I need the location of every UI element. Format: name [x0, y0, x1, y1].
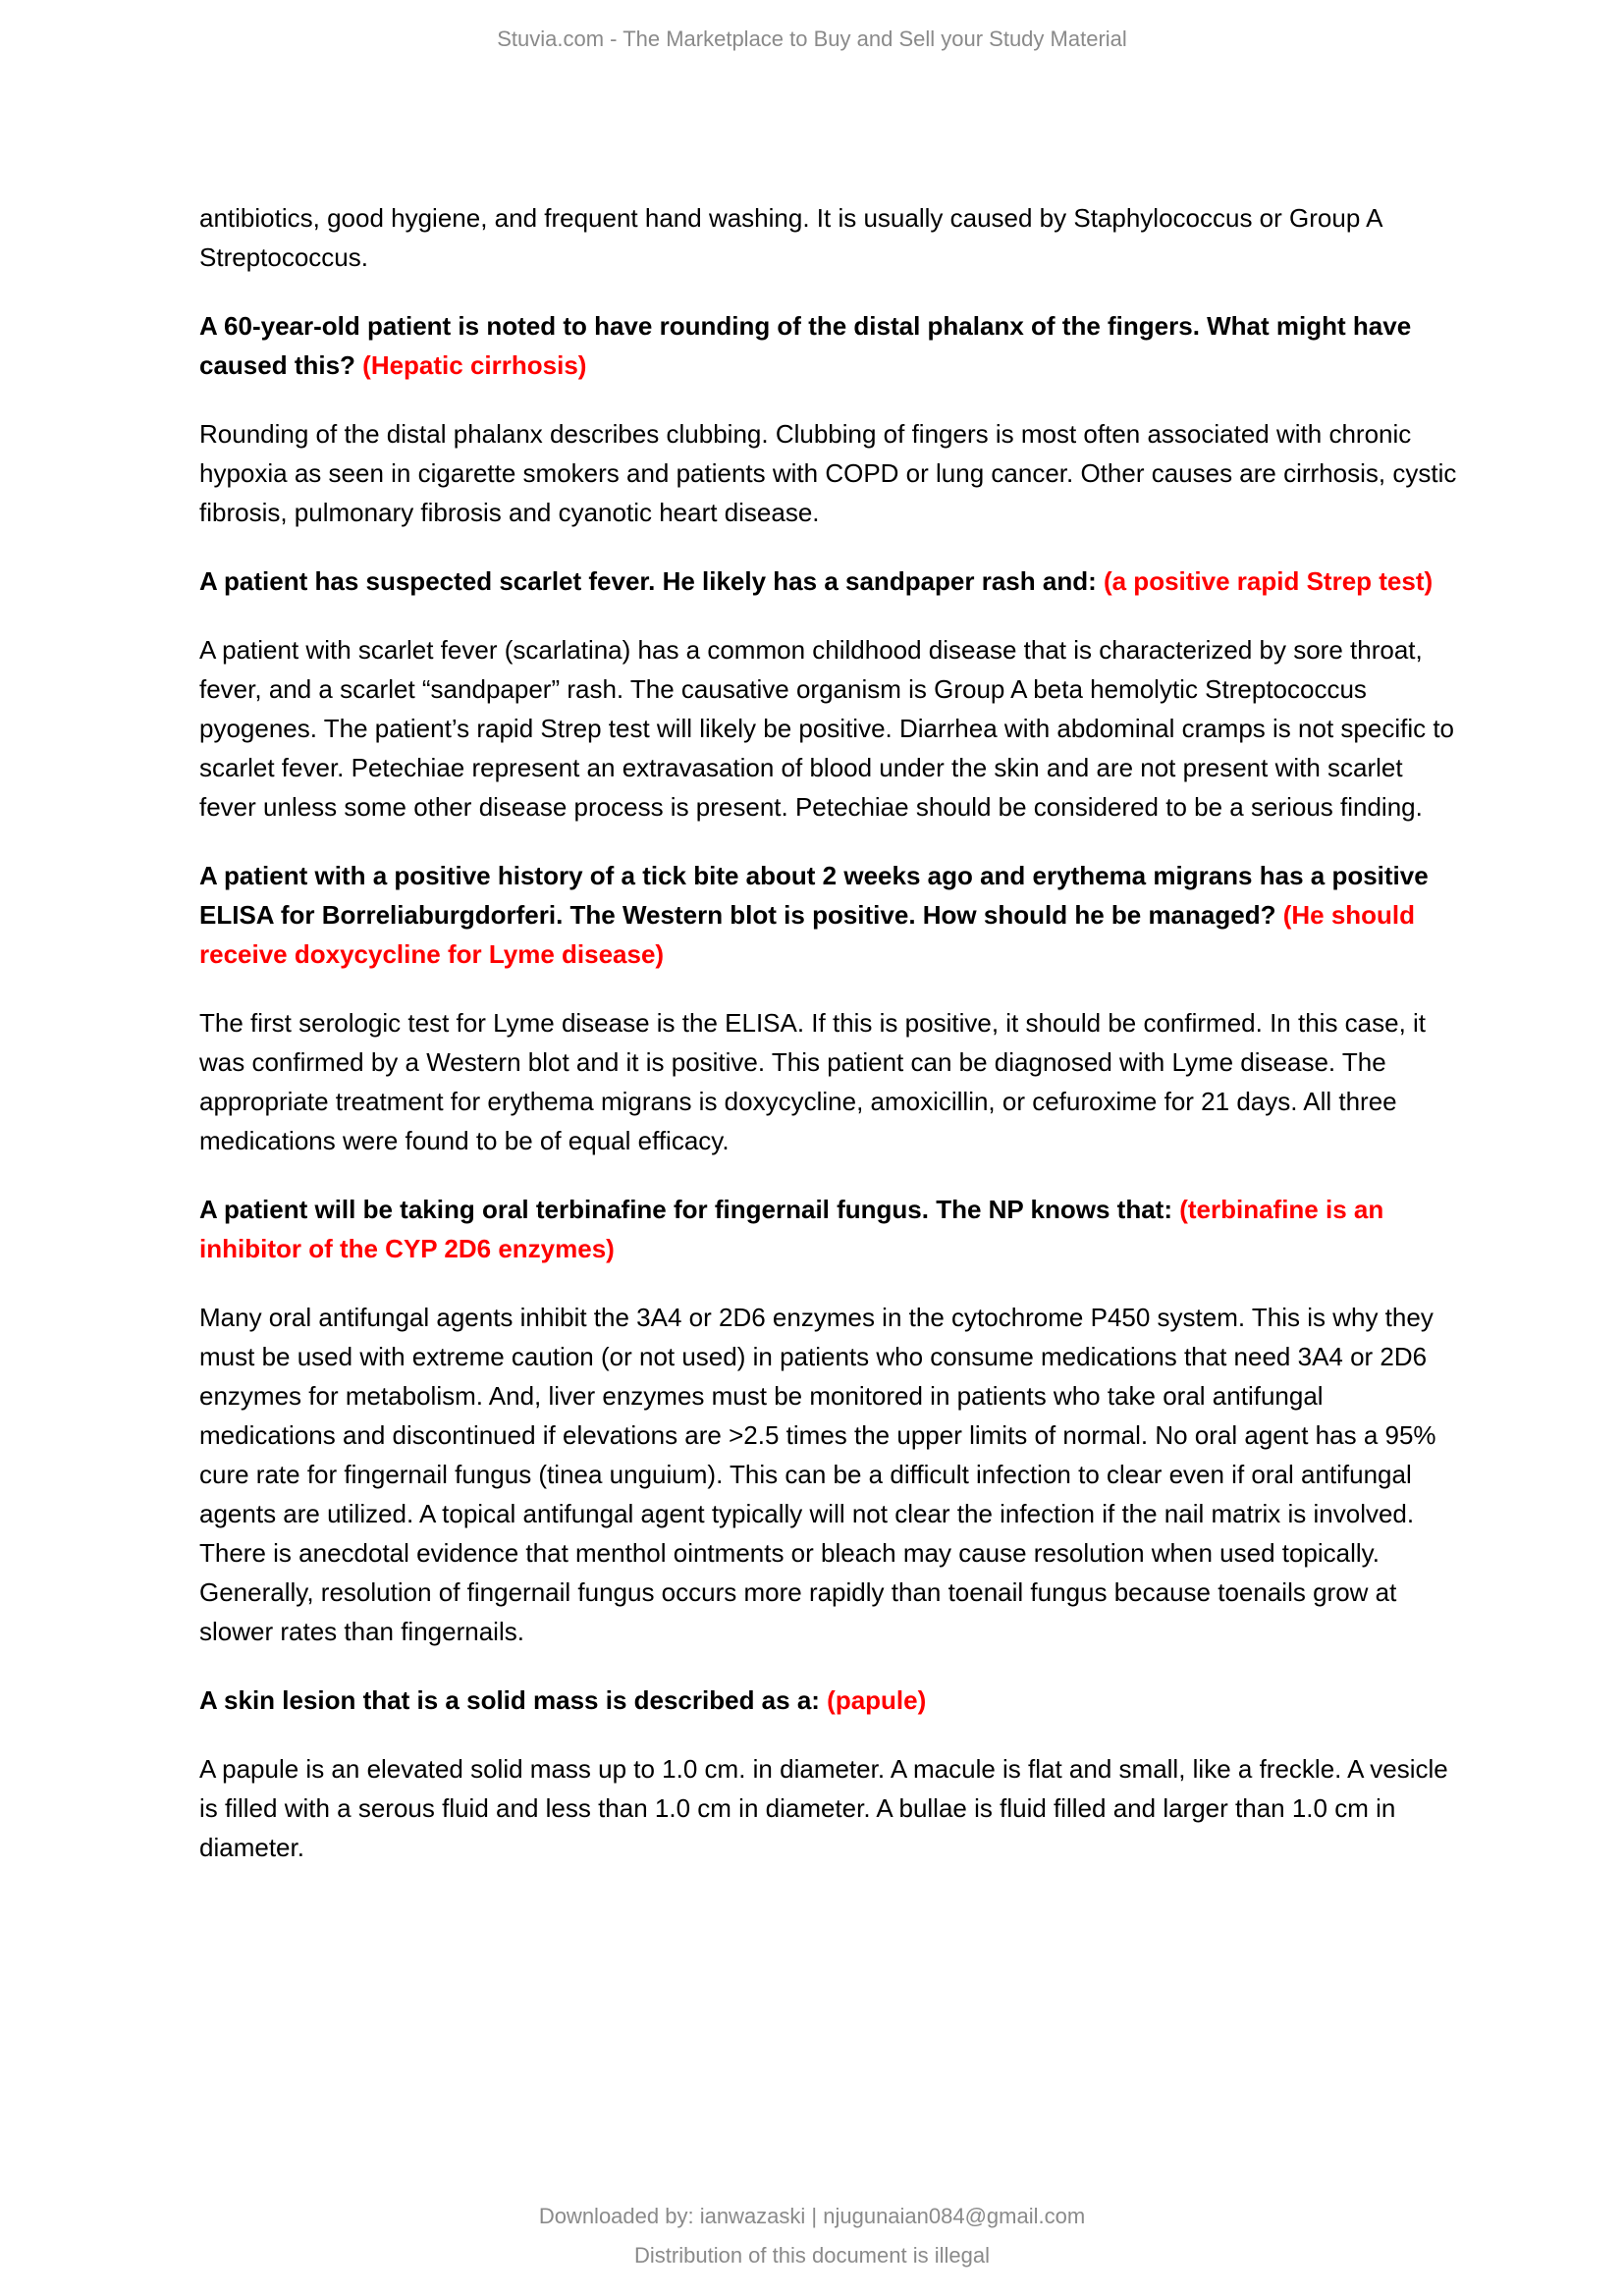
distribution-warning-line: Distribution of this document is illegal: [634, 2243, 990, 2268]
answer-text: (He should receive doxycycline for Lyme disease): [199, 900, 1416, 969]
downloaded-by-line: Downloaded by: ianwazaski | njugunaian084@gmail.com: [538, 2204, 1086, 2228]
question-heading: [199, 306, 1463, 385]
explanation-paragraph: Rounding of the distal phalanx describes clubbing. Clubbing of fingers is most often associated with chronic hypoxia as seen in cigarette smokers and patients with COPD or lung cancer. Other causes are cirrhosis, cystic fibrosis, pulmonary fibrosis and cyanotic heart disease.: [199, 419, 1457, 527]
explanation-paragraph: A papule is an elevated solid mass up to 1.0 cm. in diameter. A macule is flat and small, like a freckle. A vesicle is filled with a serous fluid and less than 1.0 cm in diameter. A bullae is fluid filled and larger than 1.0 cm in diameter.: [199, 1754, 1448, 1862]
question-text: A patient with a positive history of a tick bite about 2 weeks ago and erythema migrans has a positive ELISA for Borreliaburgdorferi. The Western blot is positive. How should he be managed?: [199, 861, 1429, 930]
explanation-paragraph: The first serologic test for Lyme disease is the ELISA. If this is positive, it should be confirmed. In this case, it was confirmed by a Western blot and it is positive. This patient can be diagnosed with Lyme disease. The appropriate treatment for erythema migrans is doxycycline, amoxicillin, or cefuroxime for 21 days. All three medications were found to be of equal efficacy.: [199, 1008, 1427, 1155]
explanation-paragraph: A patient with scarlet fever (scarlatina) has a common childhood disease that is characterized by sore throat, fever, and a scarlet “sandpaper” rash. The causative organism is Group A beta hemolytic Streptococcus pyogenes. The patient’s rapid Strep test will likely be positive. Diarrhea with abdominal cramps is not specific to scarlet fever. Petechiae represent an extravasation of blood under the skin and are not present with scarlet fever unless some other disease process is present. Petechiae should be considered to be a serious finding.: [199, 635, 1454, 822]
stuvia-watermark-header: Stuvia.com - The Marketplace to Buy and Sell your Study Material: [497, 27, 1127, 51]
question-heading: [199, 856, 1463, 974]
question-text: A patient will be taking oral terbinafine for fingernail fungus. The NP knows that:: [199, 1195, 1180, 1224]
answer-text: (papule): [827, 1685, 927, 1715]
explanation-paragraph: antibiotics, good hygiene, and frequent hand washing. It is usually caused by Staphylococcus or Group A Streptococcus.: [199, 203, 1381, 272]
download-watermark-footer: [0, 2197, 1624, 2275]
question-text: A skin lesion that is a solid mass is described as a:: [199, 1685, 828, 1715]
answer-text: (terbinafine is an inhibitor of the CYP 2D6 enzymes): [199, 1195, 1384, 1263]
question-heading: [199, 1190, 1463, 1268]
answer-text: (a positive rapid Strep test): [1103, 566, 1434, 596]
explanation-paragraph: Many oral antifungal agents inhibit the 3A4 or 2D6 enzymes in the cytochrome P450 system. This is why they must be used with extreme caution (or not used) in patients who consume medications that need 3A4 or 2D6 enzymes for metabolism. And, liver enzymes must be monitored in patients who take oral antifungal medications and discontinued if elevations are >2.5 times the upper limits of normal. No oral agent has a 95% cure rate for fingernail fungus (tinea unguium). This can be a difficult infection to clear even if oral antifungal agents are utilized. A topical antifungal agent typically will not clear the infection if the nail matrix is involved. There is anecdotal evidence that menthol ointments or bleach may cause resolution when used topically. Generally, resolution of fingernail fungus occurs more rapidly than toenail fungus because toenails grow at slower rates than fingernails.: [199, 1303, 1436, 1646]
answer-text: (Hepatic cirrhosis): [362, 350, 587, 380]
question-heading: [199, 561, 1463, 601]
question-text: A 60-year-old patient is noted to have rounding of the distal phalanx of the fingers. What might have caused this?: [199, 311, 1412, 380]
question-text: A patient has suspected scarlet fever. He likely has a sandpaper rash and:: [199, 566, 1104, 596]
question-heading: [199, 1681, 1463, 1720]
document-body: [199, 198, 1463, 1896]
